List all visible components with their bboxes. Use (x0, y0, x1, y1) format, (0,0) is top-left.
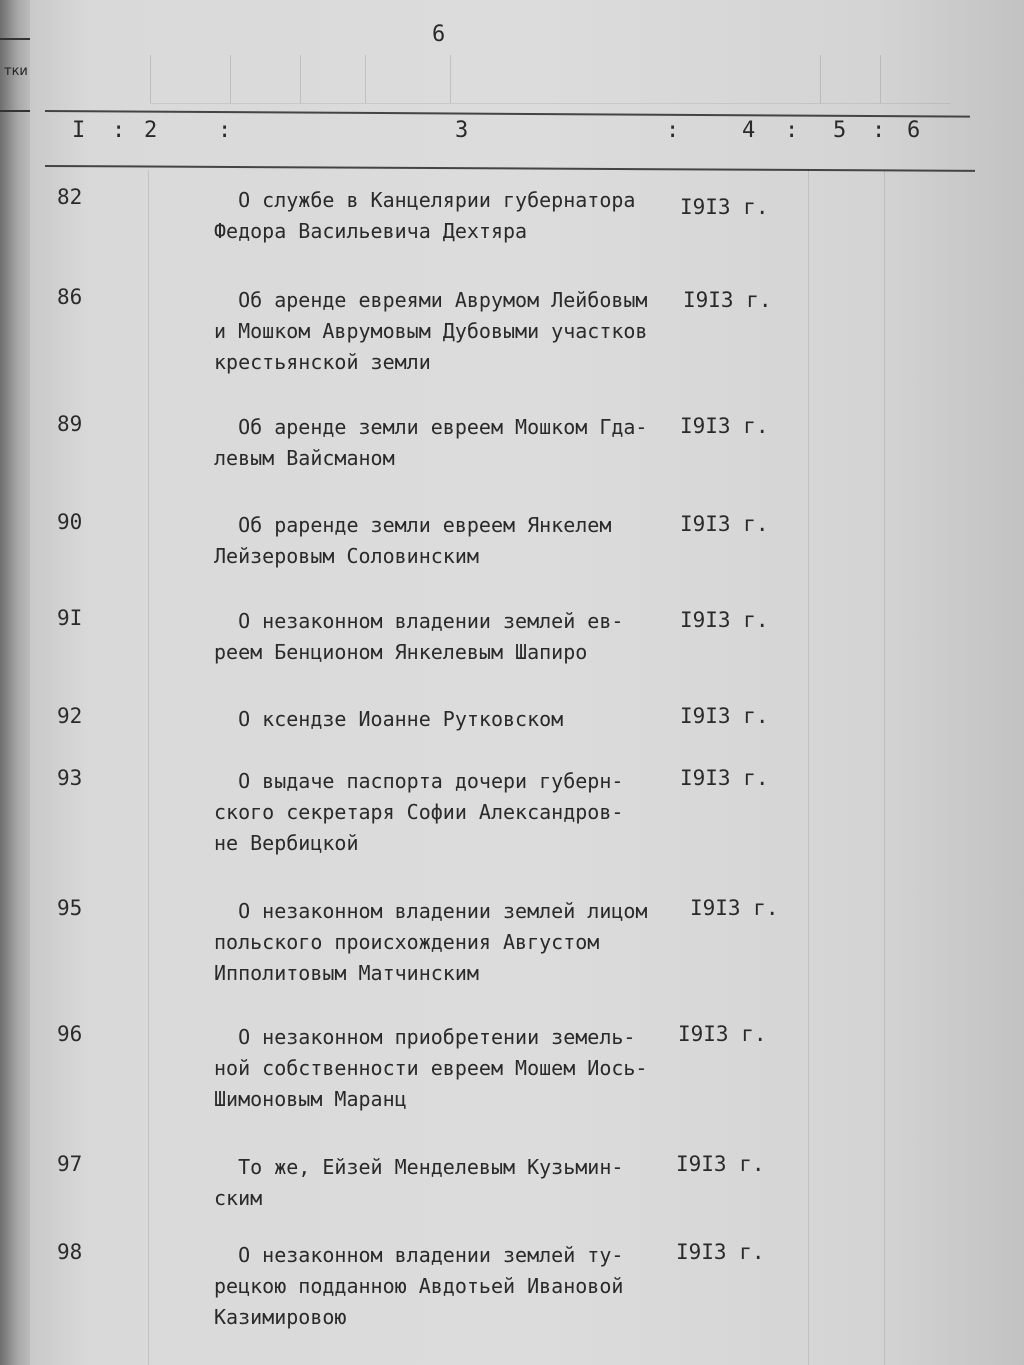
entry-description (214, 766, 684, 859)
entry-description (214, 1240, 684, 1333)
entry-line: ским (214, 1186, 263, 1210)
entry-description (214, 412, 684, 474)
entry-description (214, 1022, 684, 1115)
entry-line: О незаконном приобретении земель- (214, 1025, 636, 1049)
entry-year: I9I3 г. (680, 414, 769, 438)
entry-description (214, 185, 684, 247)
entry-line: Казимировою (214, 1305, 347, 1329)
column-separator: : (666, 118, 680, 143)
entry-description (214, 896, 684, 989)
entry-description (214, 510, 684, 572)
column-header: 4 (742, 118, 756, 143)
column-separator: : (112, 118, 126, 143)
entry-number: 90 (57, 510, 83, 534)
entry-number: 92 (57, 704, 83, 728)
entry-number: 97 (57, 1152, 83, 1176)
entry-line: О незаконном владении землей ту- (214, 1243, 624, 1267)
column-header: 3 (455, 118, 469, 143)
entry-line: ского секретаря Софии Александров- (214, 800, 624, 824)
entry-line: реем Бенционом Янкелевым Шапиро (214, 640, 588, 664)
entry-year: I9I3 г. (680, 766, 769, 790)
bleed-through-header (150, 55, 950, 104)
edge-rule (0, 110, 30, 112)
entry-line: не Вербицкой (214, 831, 359, 855)
entry-number: 86 (57, 285, 83, 309)
entry-line: левым Вайсманом (214, 446, 395, 470)
entry-line: О ксендзе Иоанне Рутковском (214, 707, 564, 731)
entry-number: 95 (57, 896, 83, 920)
entry-year: I9I3 г. (680, 512, 769, 536)
column-line (808, 170, 809, 1365)
column-header: I (72, 118, 86, 143)
column-header: 2 (144, 118, 158, 143)
column-separator: : (872, 118, 886, 143)
edge-rule (0, 38, 30, 40)
entry-number: 9I (57, 606, 83, 630)
entry-description (214, 285, 684, 378)
column-line (884, 170, 885, 1365)
entry-line: О незаконном владении землей ев- (214, 609, 624, 633)
entry-line: То же, Ейзей Менделевым Кузьмин- (214, 1155, 624, 1179)
edge-label: тки (4, 64, 28, 79)
column-headers (0, 118, 1024, 158)
entry-line: О незаконном владении землей лицом (214, 899, 648, 923)
entry-description (214, 1152, 684, 1214)
column-separator: : (785, 118, 799, 143)
entry-line: Федора Васильевича Дехтяра (214, 219, 528, 243)
entry-year: I9I3 г. (676, 1152, 765, 1176)
entry-number: 89 (57, 412, 83, 436)
entry-line: Об аренде евреями Аврумом Лейбовым (214, 288, 648, 312)
entry-line: Шимоновым Маранц (214, 1087, 407, 1111)
entry-number: 93 (57, 766, 83, 790)
entry-line: Об раренде земли евреем Янкелем (214, 513, 612, 537)
entry-line: рецкою подданною Авдотьей Ивановой (214, 1274, 624, 1298)
entry-number: 96 (57, 1022, 83, 1046)
entry-number: 82 (57, 185, 83, 209)
entry-year: I9I3 г. (690, 896, 779, 920)
entry-line: О выдаче паспорта дочери губерн- (214, 769, 624, 793)
column-line (148, 170, 149, 1365)
entry-year: I9I3 г. (678, 1022, 767, 1046)
column-separator: : (218, 118, 232, 143)
entry-year: I9I3 г. (676, 1240, 765, 1264)
entry-number: 98 (57, 1240, 83, 1264)
entry-description (214, 606, 684, 668)
entry-line: Ипполитовым Матчинским (214, 961, 479, 985)
entry-line: Лейзеровым Соловинским (214, 544, 479, 568)
previous-sheet-edge (0, 0, 30, 1365)
entry-line: польского происхождения Августом (214, 930, 600, 954)
page-number: 6 (432, 22, 446, 47)
entry-line: ной собственности евреем Мошем Иось- (214, 1056, 648, 1080)
entry-line: О службе в Канцелярии губернатора (214, 188, 636, 212)
entry-description (214, 704, 684, 735)
entry-year: I9I3 г. (680, 608, 769, 632)
entry-line: крестьянской земли (214, 350, 431, 374)
entry-year: I9I3 г. (683, 288, 772, 312)
entry-year: I9I3 г. (680, 704, 769, 728)
entry-line: и Мошком Аврумовым Дубовыми участков (214, 319, 648, 343)
column-header: 6 (907, 118, 921, 143)
entry-line: Об аренде земли евреем Мошком Гда- (214, 415, 648, 439)
entry-year: I9I3 г. (680, 195, 769, 219)
column-header: 5 (833, 118, 847, 143)
